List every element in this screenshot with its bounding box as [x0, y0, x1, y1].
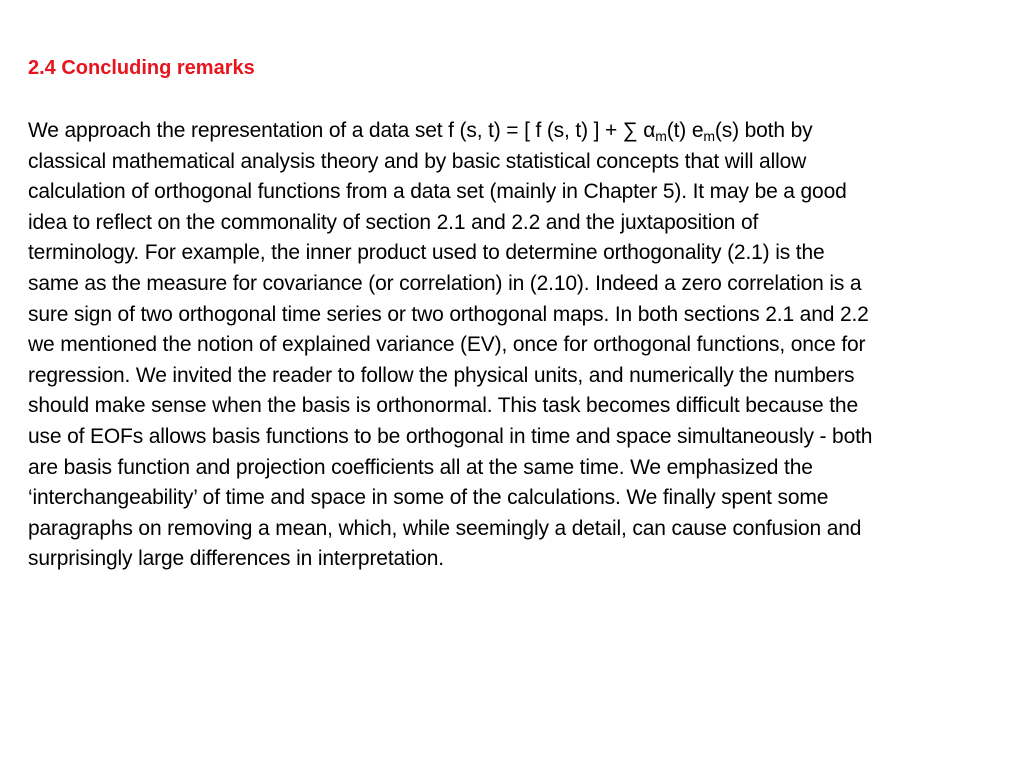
section-heading: 2.4 Concluding remarks: [28, 57, 255, 79]
formula-middle: (t) e: [666, 119, 704, 142]
paragraph-line: should make sense when the basis is orthonormal. This task becomes difficult because the: [28, 394, 858, 418]
paragraph-line: terminology. For example, the inner product used to determine orthogonality (2.1) is the: [28, 241, 825, 265]
paragraph-line: sure sign of two orthogonal time series or two orthogonal maps. In both sections 2.1 and 2.2: [28, 302, 869, 326]
paragraph-line: are basis function and projection coefficients all at the same time. We emphasized the: [28, 455, 813, 479]
formula-suffix: (s) both by: [714, 119, 813, 142]
paragraph-line: classical mathematical analysis theory and by basic statistical concepts that will allow: [28, 149, 807, 173]
paragraph-line: we mentioned the notion of explained variance (EV), once for orthogonal functions, once for: [28, 333, 866, 357]
paragraph-line: ‘interchangeability’ of time and space in some of the calculations. We finally spent some: [28, 486, 829, 510]
paragraph-line: paragraphs on removing a mean, which, while seemingly a detail, can cause confusion and: [28, 516, 862, 540]
paragraph-line: use of EOFs allows basis functions to be orthogonal in time and space simultaneously - both: [28, 424, 873, 448]
paragraph-line: calculation of orthogonal functions from a data set (mainly in Chapter 5). It may be a good: [28, 180, 847, 204]
paragraph-line: regression. We invited the reader to follow the physical units, and numerically the numbers: [28, 363, 855, 387]
paragraph-line: surprisingly large differences in interpretation.: [28, 547, 444, 571]
paragraph-line-formula: [28, 116, 1003, 147]
formula-subscript-e: m: [703, 128, 715, 144]
formula-prefix: We approach the representation of a data set f (s, t) = [ f (s, t) ] + ∑ α: [28, 119, 656, 142]
paragraph-line: same as the measure for covariance (or correlation) in (2.10). Indeed a zero correlation is a: [28, 271, 862, 295]
paragraph: [28, 116, 1003, 575]
paragraph-line: idea to reflect on the commonality of section 2.1 and 2.2 and the juxtaposition of: [28, 210, 759, 234]
formula-subscript-alpha: m: [655, 128, 667, 144]
